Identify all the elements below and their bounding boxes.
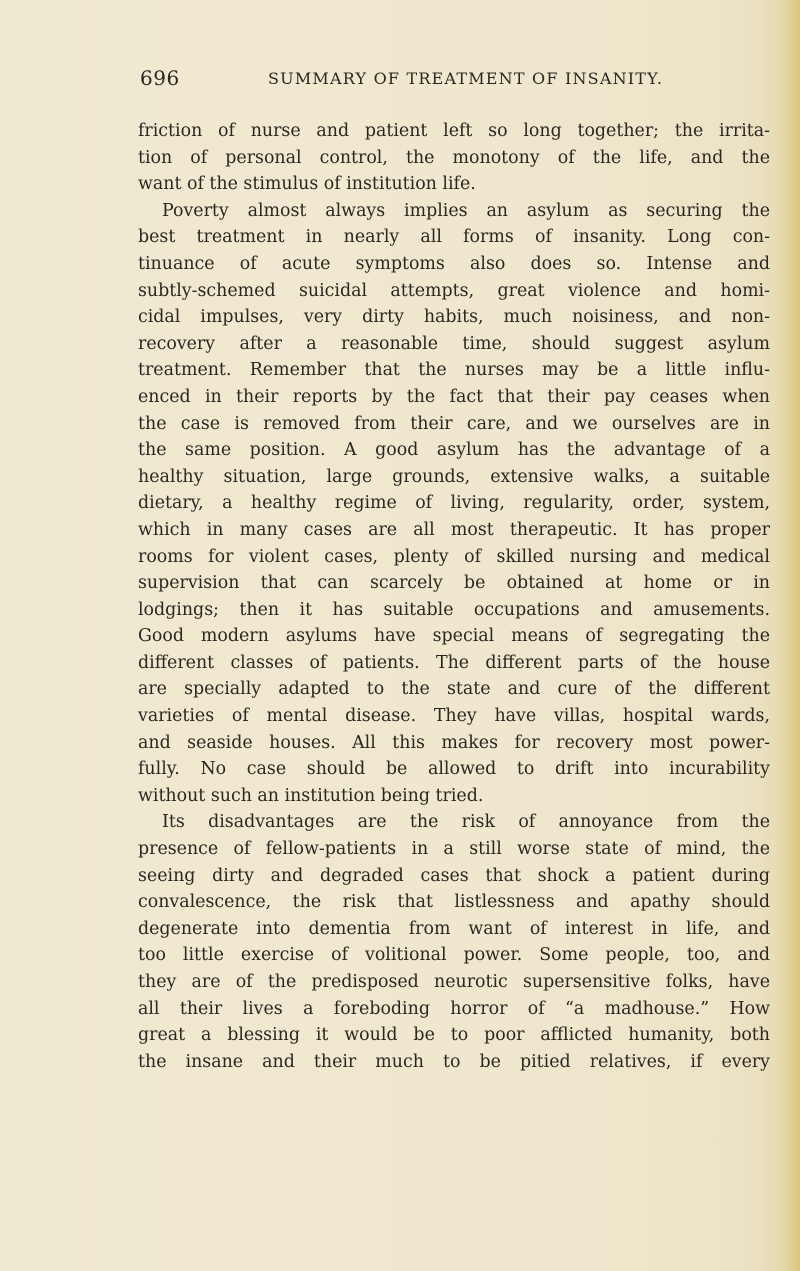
- text-line: fully. No case should be allowed to drift into incurability: [138, 759, 770, 780]
- text-line: Good modern asylums have special means of segregating the: [138, 626, 770, 647]
- text-line: recovery after a reasonable time, should suggest asylum: [138, 333, 770, 354]
- text-line: lodgings; then it has suitable occupations and amusements.: [138, 599, 770, 620]
- text-line: all their lives a foreboding horror of “a madhouse.” How: [138, 998, 770, 1019]
- text-line: want of the stimulus of institution life.: [138, 174, 476, 195]
- text-line: friction of nurse and patient left so long together; the irrita-: [138, 121, 770, 141]
- page-header: [140, 66, 780, 106]
- text-line: which in many cases are all most therapeutic. It has proper: [138, 519, 770, 540]
- text-line: Poverty almost always implies an asylum as securing the: [162, 200, 770, 221]
- text-line: the case is removed from their care, and we ourselves are in: [138, 413, 770, 434]
- text-line: subtly-schemed suicidal attempts, great violence and homi-: [138, 280, 770, 301]
- text-line: healthy situation, large grounds, extensive walks, a suitable: [138, 466, 770, 487]
- page-edge: [774, 0, 800, 1271]
- text-line: degenerate into dementia from want of interest in life, and: [138, 918, 770, 939]
- text-line: convalescence, the risk that listlessness and apathy should: [138, 892, 770, 913]
- text-line: treatment. Remember that the nurses may be a little influ-: [138, 360, 770, 381]
- running-head: SUMMARY OF TREATMENT OF INSANITY.: [268, 69, 664, 88]
- text-line: seeing dirty and degraded cases that shock a patient during: [138, 865, 770, 886]
- text-line: too little exercise of volitional power. Some people, too, and: [138, 945, 770, 966]
- text-line: cidal impulses, very dirty habits, much noisiness, and non-: [138, 307, 770, 328]
- text-line: the insane and their much to be pitied relatives, if every: [138, 1051, 770, 1072]
- text-line: dietary, a healthy regime of living, regularity, order, system,: [138, 493, 770, 514]
- text-line: are specially adapted to the state and cure of the different: [138, 679, 770, 700]
- page-number: 696: [140, 66, 180, 90]
- text-line: best treatment in nearly all forms of insanity. Long con-: [138, 227, 770, 248]
- text-line: presence of fellow-patients in a still worse state of mind, the: [138, 839, 770, 860]
- text-line: Its disadvantages are the risk of annoyance from the: [162, 812, 770, 833]
- text-line: and seaside houses. All this makes for recovery most power-: [138, 732, 770, 753]
- text-line: supervision that can scarcely be obtained at home or in: [138, 573, 770, 594]
- text-line: different classes of patients. The different parts of the house: [138, 652, 770, 673]
- text-line: tinuance of acute symptoms also does so. Intense and: [138, 253, 770, 274]
- text-line: varieties of mental disease. They have villas, hospital wards,: [138, 706, 770, 727]
- text-line: tion of personal control, the monotony of the life, and the: [138, 147, 770, 168]
- text-line: great a blessing it would be to poor afflicted humanity, both: [138, 1025, 770, 1046]
- text-line: they are of the predisposed neurotic supersensitive folks, have: [138, 972, 770, 992]
- body-text: [138, 118, 770, 1075]
- text-line: rooms for violent cases, plenty of skilled nursing and medical: [138, 546, 770, 567]
- text-line: enced in their reports by the fact that their pay ceases when: [138, 386, 770, 407]
- text-line: without such an institution being tried.: [138, 785, 484, 806]
- text-line: the same position. A good asylum has the advantage of a: [138, 440, 770, 461]
